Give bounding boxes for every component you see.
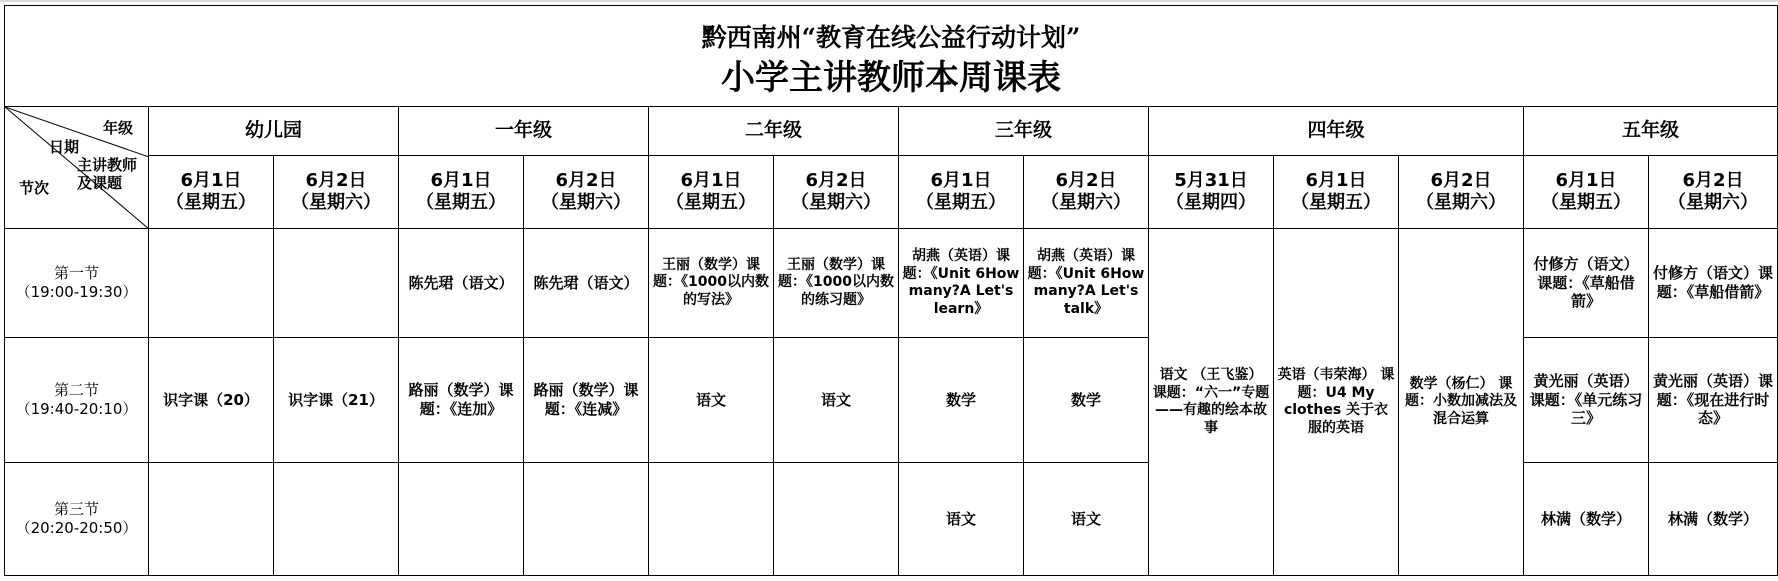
- schedule-cell[interactable]: [149, 463, 274, 576]
- date-text: 5月31日: [1174, 169, 1248, 191]
- date-header-cell[interactable]: [1149, 156, 1274, 229]
- schedule-cell[interactable]: 路丽（数学）课题：《连加》: [399, 338, 524, 463]
- weekday-text: （星期六）: [1668, 192, 1759, 213]
- weekday-text: （星期六）: [541, 192, 631, 213]
- weekday-text: （星期五）: [1541, 192, 1631, 213]
- date-header-cell[interactable]: [899, 156, 1024, 229]
- schedule-cell[interactable]: [149, 229, 274, 338]
- date-text: 6月2日: [1430, 169, 1492, 191]
- schedule-cell[interactable]: [399, 463, 524, 576]
- schedule-cell[interactable]: [774, 463, 899, 576]
- schedule-cell[interactable]: [649, 463, 774, 576]
- date-text: 6月2日: [805, 169, 867, 191]
- date-header-cell[interactable]: [774, 156, 899, 229]
- title-cell[interactable]: [5, 6, 1778, 107]
- period-cell-1[interactable]: [5, 229, 149, 338]
- schedule-cell[interactable]: [524, 463, 649, 576]
- schedule-cell[interactable]: 黄光丽（英语）课题：《现在进行时态》: [1649, 338, 1778, 463]
- schedule-cell[interactable]: 语文: [1024, 463, 1149, 576]
- grade-header-grade-3[interactable]: 三年级: [899, 107, 1149, 156]
- period-cell-3[interactable]: [5, 463, 149, 576]
- weekday-text: （星期六）: [291, 192, 381, 213]
- date-header-cell[interactable]: [1274, 156, 1399, 229]
- weekday-text: （星期五）: [166, 192, 256, 213]
- date-text: 6月2日: [1055, 169, 1117, 191]
- date-header-cell[interactable]: [149, 156, 274, 229]
- schedule-cell[interactable]: 识字课（20）: [149, 338, 274, 463]
- schedule-cell[interactable]: 语文: [899, 463, 1024, 576]
- weekday-text: （星期六）: [1416, 192, 1506, 213]
- grade-header-grade-2[interactable]: 二年级: [649, 107, 899, 156]
- merged-schedule-cell[interactable]: 数学（杨仁） 课题：小数加减法及混合运算: [1399, 229, 1524, 576]
- schedule-cell[interactable]: 胡燕（英语）课题：《Unit 6How many?A Let's learn》: [899, 229, 1024, 338]
- schedule-cell[interactable]: 语文: [774, 338, 899, 463]
- date-text: 6月1日: [1555, 169, 1617, 191]
- weekday-text: （星期六）: [1041, 192, 1131, 213]
- schedule-cell[interactable]: 语文: [649, 338, 774, 463]
- grade-header-grade-4[interactable]: 四年级: [1149, 107, 1524, 156]
- schedule-cell[interactable]: 王丽（数学）课题：《1000以内数的练习题》: [774, 229, 899, 338]
- date-header-cell[interactable]: [399, 156, 524, 229]
- date-header-cell[interactable]: [1649, 156, 1778, 229]
- schedule-table: [4, 5, 1778, 576]
- schedule-cell[interactable]: 陈先珺（语文）: [524, 229, 649, 338]
- schedule-cell[interactable]: [274, 229, 399, 338]
- schedule-cell[interactable]: 数学: [899, 338, 1024, 463]
- schedule-cell[interactable]: 林满（数学）: [1649, 463, 1778, 576]
- merged-schedule-cell[interactable]: 语文 （王飞鉴） 课题：“六一”专题——有趣的绘本故事: [1149, 229, 1274, 576]
- weekday-text: （星期六）: [791, 192, 881, 213]
- grade-header-grade-1[interactable]: 一年级: [399, 107, 649, 156]
- corner-label-grade: 年级: [103, 119, 134, 137]
- schedule-cell[interactable]: 林满（数学）: [1524, 463, 1649, 576]
- date-text: 6月1日: [1305, 169, 1367, 191]
- corner-label-teacher: 主讲教师及课题: [77, 156, 138, 192]
- date-header-cell[interactable]: [1399, 156, 1524, 229]
- date-header-cell[interactable]: [1024, 156, 1149, 229]
- schedule-cell[interactable]: 付修方（语文）课题：《草船借箭》: [1649, 229, 1778, 338]
- period-time: （19:40-20:10）: [15, 400, 138, 418]
- date-text: 6月1日: [680, 169, 742, 191]
- schedule-cell[interactable]: 黄光丽（英语）课题：《单元练习三》: [1524, 338, 1649, 463]
- corner-label-period: 节次: [19, 179, 50, 197]
- corner-label-date: 日期: [49, 138, 80, 156]
- date-text: 6月1日: [930, 169, 992, 191]
- period-name: 第一节: [53, 264, 99, 283]
- period-cell-2[interactable]: [5, 338, 149, 463]
- period-name: 第三节: [53, 500, 99, 519]
- schedule-cell[interactable]: 胡燕（英语）课题：《Unit 6How many?A Let's talk》: [1024, 229, 1149, 338]
- schedule-cell[interactable]: 付修方（语文）课题：《草船借箭》: [1524, 229, 1649, 338]
- date-text: 6月2日: [1682, 169, 1744, 191]
- schedule-cell[interactable]: [274, 463, 399, 576]
- schedule-cell[interactable]: 识字课（21）: [274, 338, 399, 463]
- schedule-cell[interactable]: 王丽（数学）课题：《1000以内数的写法》: [649, 229, 774, 338]
- top-strip: [0, 0, 1778, 2]
- grade-header-grade-5[interactable]: 五年级: [1524, 107, 1778, 156]
- title-line-1: 黔西南州“教育在线公益行动计划”: [701, 23, 1081, 53]
- schedule-cell[interactable]: 路丽（数学）课题：《连减》: [524, 338, 649, 463]
- date-text: 6月2日: [555, 169, 617, 191]
- date-header-cell[interactable]: [1524, 156, 1649, 229]
- period-time: （19:00-19:30）: [15, 283, 138, 301]
- grade-header-kindergarten[interactable]: 幼儿园: [149, 107, 399, 156]
- date-header-cell[interactable]: [274, 156, 399, 229]
- date-text: 6月1日: [180, 169, 242, 191]
- weekday-text: （星期五）: [416, 192, 506, 213]
- weekday-text: （星期五）: [666, 192, 756, 213]
- period-time: （20:20-20:50）: [15, 519, 138, 537]
- merged-schedule-cell[interactable]: 英语（韦荣海） 课题：U4 My clothes 关于衣服的英语: [1274, 229, 1399, 576]
- schedule-cell[interactable]: 陈先珺（语文）: [399, 229, 524, 338]
- date-text: 6月1日: [430, 169, 492, 191]
- date-header-cell[interactable]: [649, 156, 774, 229]
- date-header-cell[interactable]: [524, 156, 649, 229]
- date-text: 6月2日: [305, 169, 367, 191]
- weekday-text: （星期五）: [1291, 192, 1381, 213]
- period-name: 第二节: [53, 381, 99, 400]
- weekday-text: （星期五）: [916, 192, 1006, 213]
- schedule-cell[interactable]: 数学: [1024, 338, 1149, 463]
- weekday-text: （星期四）: [1166, 192, 1256, 213]
- corner-header-cell[interactable]: [5, 107, 149, 229]
- title-line-2: 小学主讲教师本周课表: [721, 58, 1062, 99]
